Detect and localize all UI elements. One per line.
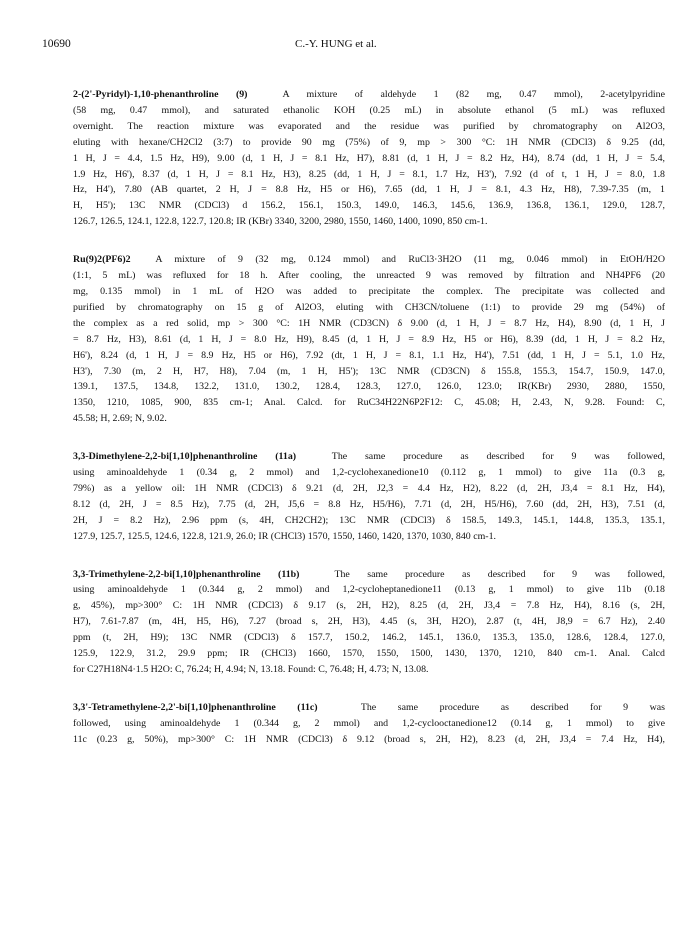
paragraph-compound-11a bbox=[73, 449, 665, 544]
paragraph-line: H, H5'); 13C NMR (CDCl3) d 156.2, 156.1, 150.3, 149.0, 146.3, 145.6, 136.9, 136.8, 136.1, 129.0, 128.7, bbox=[73, 200, 665, 212]
paragraph-compound-11c bbox=[73, 700, 665, 748]
paragraph-line: H7), 7.61-7.87 (m, 4H, H5, H6), 7.27 (broad s, 2H, H3), 4.45 (s, 3H, H2O), 2.87 (t, 4H, J8,9 = 6.7 Hz), 2.40 bbox=[73, 616, 665, 628]
paragraph-line: 8.12 (d, 2H, J = 8.5 Hz), 7.75 (d, 2H, J5,6 = 8.8 Hz, H5/H6), 7.71 (d, 2H, H5/H6), 7.60 (dd, 2H, H3), 7.51 (d, bbox=[73, 498, 665, 510]
paragraph-line: followed, using aminoaldehyde 1 (0.344 g, 2 mmol) and 1,2-cyclooctanedione12 (0.14 g, 1 mmol) to give bbox=[73, 717, 665, 729]
paragraph-line: (58 mg, 0.47 mmol), and saturated ethanolic KOH (0.25 mL) in absolute ethanol (5 mL) was refluxed bbox=[73, 104, 665, 116]
paragraph-line: 3,3'-Tetramethylene-2,2'-bi[1,10]phenanthroline (11c) The same procedure as described for 9 was bbox=[73, 701, 665, 713]
paragraph-line: Hz, H4'), 7.80 (AB quartet, 2 H, J = 8.8 Hz, H5 or H6), 7.65 (dd, 1 H, J = 8.1, 4.3 Hz, H8), 7.39-7.35 (m, 1 bbox=[73, 184, 665, 196]
paragraph-line: purified by chromatography on 15 g of Al2O3, eluting with CH3CN/toluene (1:1) to provide 29 mg (54%) of bbox=[73, 301, 665, 313]
paragraph-line: 127.9, 125.7, 125.5, 124.6, 122.8, 121.9, 26.0; IR (CHCl3) 1570, 1550, 1460, 1420, 1370, 1030, 840 cm-1. bbox=[73, 530, 496, 542]
page-number: 10690 bbox=[42, 38, 71, 50]
paragraph-line: 126.7, 126.5, 124.1, 122.8, 122.7, 120.8; IR (KBr) 3340, 3200, 2980, 1550, 1460, 1400, 1090, 850 cm-1. bbox=[73, 216, 488, 228]
paragraph-line: (1:1, 5 mL) was refluxed for 18 h. After cooling, the unreacted 9 was removed by filtration and NH4PF6 (20 bbox=[73, 270, 665, 282]
paragraph-line: H6'), 8.24 (d, 1 H, J = 8.9 Hz, H5 or H6), 7.92 (dt, 1 H, J = 8.1, 1.1 Hz, H4'), 7.51 (dd, 1 H, J = 5.1, 1.0 Hz, bbox=[73, 349, 665, 361]
paragraph-line: 11c (0.23 g, 50%), mp>300° C: 1H NMR (CDCl3) δ 9.12 (broad s, 2H, H2), 8.23 (d, 2H, J3,4 = 7.4 Hz, H4), bbox=[73, 733, 665, 745]
paragraph-line: 1 H, J = 4.4, 1.5 Hz, H9), 9.00 (d, 1 H, J = 8.1 Hz, H7), 8.81 (d, 1 H, J = 8.2 Hz, H4), 8.74 (dd, 1 H, J = 5.4, bbox=[73, 152, 665, 164]
running-head-author: C.-Y. HUNG et al. bbox=[295, 38, 377, 50]
paragraph-line: 1.9 Hz, H6'), 8.37 (d, 1 H, J = 8.1 Hz, H3), 8.25 (dd, 1 H, J = 8.1, 1.7 Hz, H3'), 7.92 (d of t, 1 H, J = 8.0, 1.8 bbox=[73, 168, 665, 180]
paragraph-line: the complex as a red solid, mp > 300 °C: 1H NMR (CD3CN) δ 9.00 (d, 1 H, J = 8.7 Hz, H4), 8.90 (d, 1 H, J bbox=[73, 317, 665, 329]
paragraph-line: mg, 0.135 mmol) in 1 mL of H2O was added to precipitate the complex. The precipitate was collected and bbox=[73, 285, 665, 297]
paragraph-line: 1350, 1210, 1085, 900, 835 cm-1; Anal. Calcd. for RuC34H22N6P2F12: C, 45.08; H, 2.43, N, 9.28. Found: C, bbox=[73, 397, 665, 409]
paragraph-line: 79%) as a yellow oil: 1H NMR (CDCl3) δ 9.21 (d, 2H, J2,3 = 4.4 Hz, H2), 8.22 (d, 2H, J3,4 = 8.1 Hz, H4), bbox=[73, 482, 665, 494]
paragraph-compound-9 bbox=[73, 87, 665, 230]
compound-title: 3,3-Dimethylene-2,2-bi[1,10]phenanthroline (11a) bbox=[73, 451, 297, 463]
paragraph-line: eluting with hexane/CH2Cl2 (3:7) to provide 90 mg (75%) of 9, mp > 300 °C: 1H NMR (CDCl3) δ 9.25 (dd, bbox=[73, 136, 665, 148]
paragraph-line: ppm (t, 2H, H9); 13C NMR (CDCl3) δ 157.7, 150.2, 146.2, 145.1, 136.0, 135.3, 135.0, 128.6, 128.4, 127.0, bbox=[73, 632, 665, 644]
paragraph-line: using aminoaldehyde 1 (0.34 g, 2 mmol) and 1,2-cyclohexanedione10 (0.112 g, 1 mmol) to give 11a (0.3 g, bbox=[73, 467, 665, 479]
paragraph-line: g, 45%), mp>300° C: 1H NMR (CDCl3) δ 9.17 (s, 2H, H2), 8.25 (d, 2H, J3,4 = 7.8 Hz, H4), 8.16 (s, 2H, bbox=[73, 600, 665, 612]
paragraph-line: 3,3-Trimethylene-2,2-bi[1,10]phenanthroline (11b) The same procedure as described for 9 was followed, bbox=[73, 568, 665, 580]
paragraph-compound-11b bbox=[73, 567, 665, 678]
paragraph-line: overnight. The reaction mixture was evaporated and the residue was purified by chromatography on Al2O3, bbox=[73, 120, 665, 132]
experimental-section bbox=[73, 87, 665, 748]
compound-title: 3,3'-Tetramethylene-2,2'-bi[1,10]phenanthroline (11c) bbox=[73, 701, 318, 713]
paragraph-line: using aminoaldehyde 1 (0.344 g, 2 mmol) and 1,2-cycloheptanedione11 (0.13 g, 1 mmol) to give 11b (0.18 bbox=[73, 584, 665, 596]
paragraph-ru-complex bbox=[73, 252, 665, 427]
paragraph-line: 2H, J = 8.2 Hz), 2.96 ppm (s, 4H, CH2CH2); 13C NMR (CDCl3) δ 158.5, 149.3, 145.1, 144.8, 135.3, 135.1, bbox=[73, 514, 665, 526]
paragraph-line: 3,3-Dimethylene-2,2-bi[1,10]phenanthroline (11a) The same procedure as described for 9 was followed, bbox=[73, 451, 665, 463]
paragraph-line: 139.1, 137.5, 134.8, 132.2, 131.0, 130.2, 128.4, 128.3, 127.0, 126.0, 123.0; IR(KBr) 2930, 2880, 1550, bbox=[73, 381, 665, 393]
paragraph-line: 125.9, 122.9, 31.2, 29.9 ppm; IR (CHCl3) 1660, 1570, 1550, 1500, 1430, 1370, 1210, 840 cm-1. Anal. Calcd bbox=[73, 648, 665, 660]
compound-title: 3,3-Trimethylene-2,2-bi[1,10]phenanthroline (11b) bbox=[73, 568, 300, 580]
paragraph-line: Ru(9)2(PF6)2 A mixture of 9 (32 mg, 0.124 mmol) and RuCl3·3H2O (11 mg, 0.046 mmol) in EtOH/H2O bbox=[73, 254, 665, 266]
compound-title: 2-(2'-Pyridyl)-1,10-phenanthroline (9) bbox=[73, 89, 248, 100]
paragraph-line: = 8.7 Hz, H3), 8.61 (d, 1 H, J = 8.0 Hz, H9), 8.45 (d, 1 H, J = 8.9 Hz, H5 or H6), 8.39 (dd, 1 H, J = 8.2 Hz, bbox=[73, 333, 665, 345]
paragraph-line: 2-(2'-Pyridyl)-1,10-phenanthroline (9) A mixture of aldehyde 1 (82 mg, 0.47 mmol), 2-acetylpyridine bbox=[73, 89, 665, 100]
paragraph-line: 45.58; H, 2.69; N, 9.02. bbox=[73, 413, 167, 425]
paragraph-line: for C27H18N4·1.5 H2O: C, 76.24; H, 4.94; N, 13.18. Found: C, 76.48; H, 4.73; N, 13.08. bbox=[73, 664, 429, 675]
paragraph-line: H3'), 7.30 (m, 2 H, H7, H8), 7.04 (m, 1 H, H5'); 13C NMR (CD3CN) δ 155.8, 155.3, 154.7, 150.9, 147.0, bbox=[73, 365, 665, 377]
compound-title: Ru(9)2(PF6)2 bbox=[73, 254, 131, 266]
